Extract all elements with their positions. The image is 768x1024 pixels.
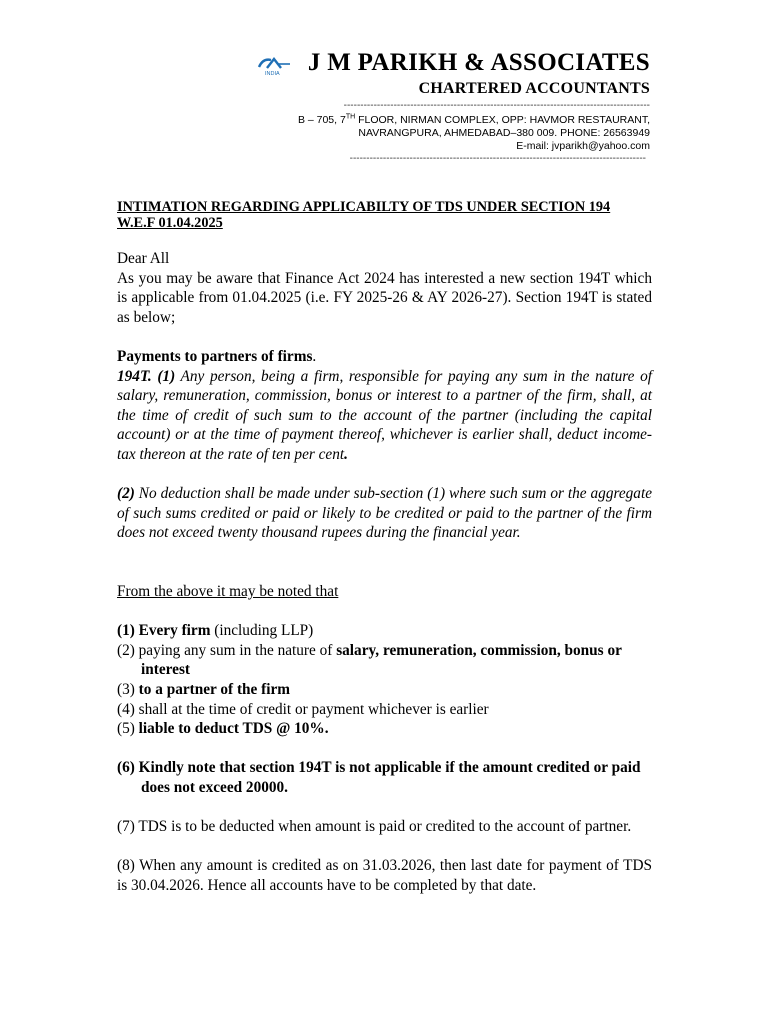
point-8: (8) When any amount is credited as on 31.03.2026, then last date for payment of TDS is 30.04.2026. Hence all accounts have to be completed by that date. <box>117 857 652 894</box>
noted-heading: From the above it may be noted that <box>117 583 339 601</box>
firm-email: E-mail: jvparikh@yahoo.com <box>516 140 650 152</box>
separator-bottom: ----------------------------------------------------------------------------------------- <box>349 153 646 164</box>
separator-top: -------------------------------------------------------------------------------------------- <box>343 100 650 111</box>
point-4: (4) shall at the time of credit or payment whichever is earlier <box>117 700 489 718</box>
ca-logo-icon <box>257 55 293 77</box>
section-194t-2: (2) No deduction shall be made under sub-section (1) where such sum or the aggregate of such sums credited or paid or likely to be credited or paid to the partner of the firm does not exceed twenty thousand rupees during the financial year. <box>117 485 652 542</box>
point-5: (5) liable to deduct TDS @ 10%. <box>117 720 329 738</box>
address-line2: NAVRANGPURA, AHMEDABAD–380 009. PHONE: 26563949 <box>358 127 650 139</box>
firm-subtitle: CHARTERED ACCOUNTANTS <box>418 80 650 97</box>
point-7: (7) TDS is to be deducted when amount is paid or credited to the account of partner. <box>117 818 632 836</box>
document-body <box>117 199 652 896</box>
firm-name: J M PARIKH & ASSOCIATES <box>307 49 650 76</box>
document-title: INTIMATION REGARDING APPLICABILTY OF TDS UNDER SECTION 194 W.E.F 01.04.2025 <box>117 199 611 231</box>
salutation: Dear All <box>117 250 170 267</box>
point-3: (3) to a partner of the firm <box>117 681 291 699</box>
address-line1: B – 705, 7TH FLOOR, NIRMAN COMPLEX, OPP: HAVMOR RESTAURANT, <box>297 113 650 126</box>
intro-paragraph: As you may be aware that Finance Act 2024 has interested a new section 194T which is applicable from 01.04.2025 (i.e. FY 2025-26 & AY 2026-27). Section 194T is stated as below; <box>117 269 652 326</box>
point-2: (2) paying any sum in the nature of salary, remuneration, commission, bonus or interest <box>117 641 622 679</box>
section-194t-1: 194T. (1) Any person, being a firm, responsible for paying any sum in the nature of salary, remuneration, commission, bonus or interest to a partner of the firm, shall, at the time of credit of such sum to the account of the partner (including the capital account) or at the time of payment thereof, whichever is earlier shall, deduct income-tax thereon at the rate of ten per cent. <box>117 367 652 463</box>
section-heading: Payments to partners of firms. <box>117 347 317 365</box>
point-6: (6) Kindly note that section 194T is not applicable if the amount credited or paid does not exceed 20000. <box>117 759 641 797</box>
firm-address <box>298 114 650 153</box>
svg-text:INDIA: INDIA <box>265 71 280 77</box>
point-1: (1) Every firm (including LLP) <box>117 622 314 640</box>
